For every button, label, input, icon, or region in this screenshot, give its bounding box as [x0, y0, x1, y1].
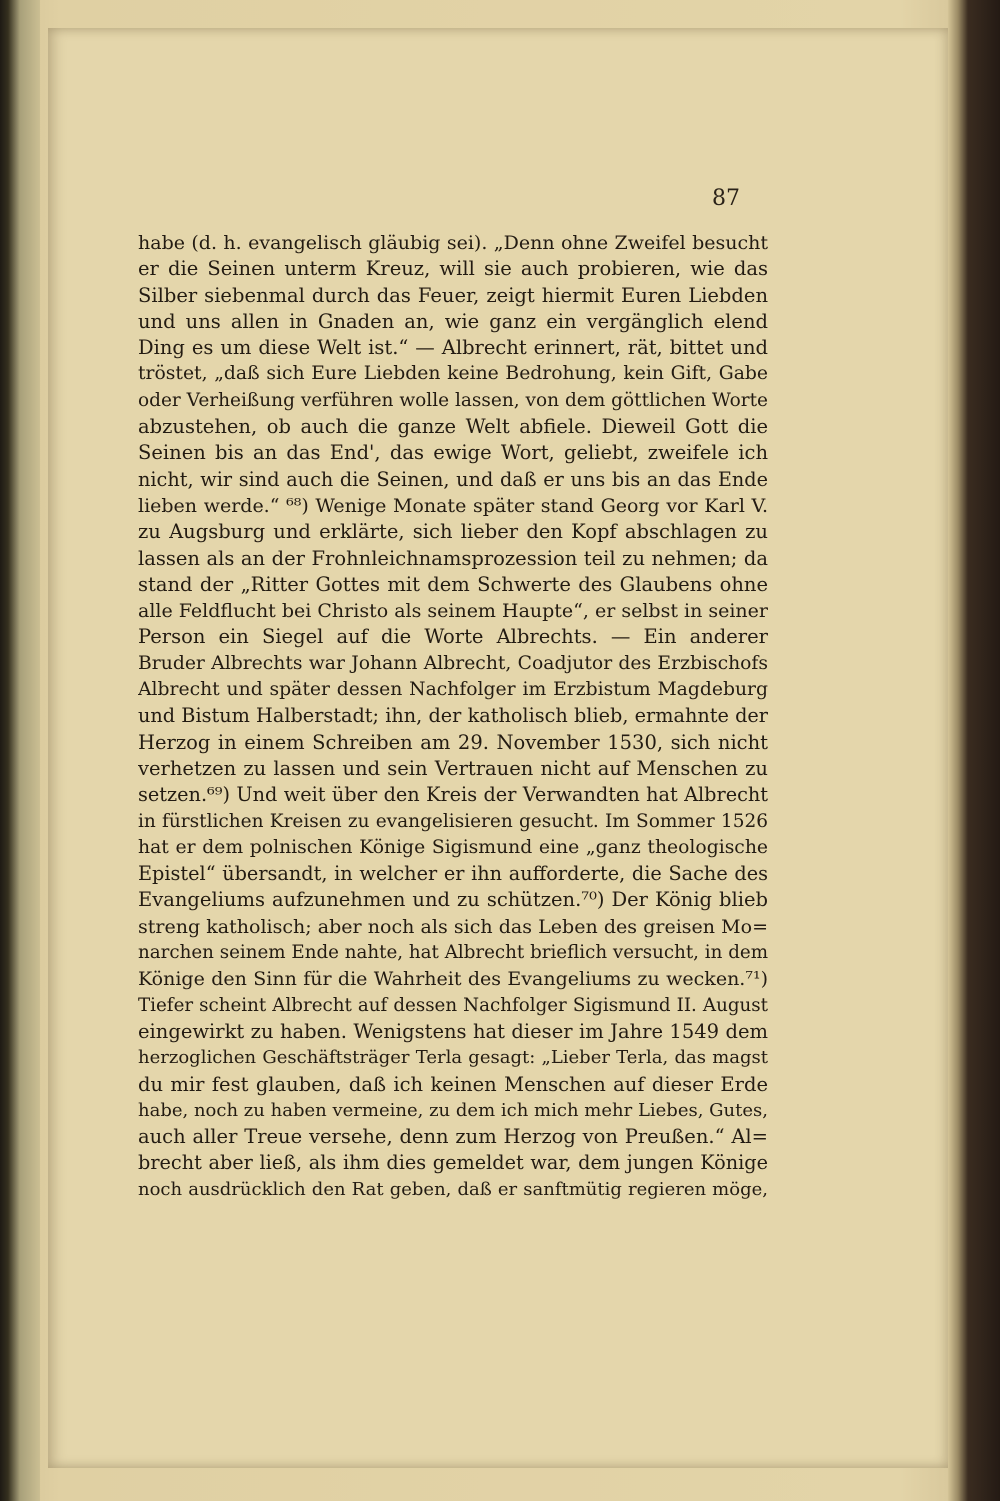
- text-line: setzen.⁶⁹) Und weit über den Kreis der Verwandten hat Albrecht: [138, 783, 768, 807]
- text-line: auch aller Treue versehe, denn zum Herzog von Preußen.“ Al=: [138, 1125, 768, 1149]
- text-line: lieben werde.“ ⁶⁸) Wenige Monate später stand Georg vor Karl V.: [138, 494, 768, 517]
- text-line: habe (d. h. evangelisch gläubig sei). „Denn ohne Zweifel besucht: [138, 232, 768, 254]
- text-line: er die Seinen unterm Kreuz, will sie auch probieren, wie das: [138, 257, 768, 281]
- text-line: brecht aber ließ, als ihm dies gemeldet war, dem jungen Könige: [138, 1151, 768, 1175]
- text-line: narchen seinem Ende nahte, hat Albrecht brieflich versucht, in dem: [138, 942, 768, 964]
- text-line: Epistel“ übersandt, in welcher er ihn aufforderte, die Sache des: [138, 862, 768, 886]
- text-line: nicht, wir sind auch die Seinen, und daß er uns bis an das Ende: [138, 467, 768, 491]
- text-line: Ding es um diese Welt ist.“ — Albrecht erinnert, rät, bittet und: [138, 336, 768, 360]
- text-line: Bruder Albrechts war Johann Albrecht, Coadjutor des Erzbischofs: [138, 652, 768, 674]
- text-line: Könige den Sinn für die Wahrheit des Evangeliums zu wecken.⁷¹): [138, 968, 768, 991]
- text-line: Person ein Siegel auf die Worte Albrechts. — Ein anderer: [138, 625, 768, 649]
- book-spine-edge: [0, 0, 40, 1501]
- text-line: alle Feldflucht bei Christo als seinem Haupte“, er selbst in seiner: [138, 600, 768, 623]
- text-line: Evangeliums aufzunehmen und zu schützen.⁷⁰) Der König blieb: [138, 888, 768, 912]
- body-text: [138, 230, 768, 1203]
- text-line: und Bistum Halberstadt; ihn, der katholisch blieb, ermahnte der: [138, 704, 768, 728]
- text-line: herzoglichen Geschäftsträger Terla gesagt: „Lieber Terla, das magst: [138, 1047, 768, 1069]
- book-cover-edge: [948, 0, 1000, 1501]
- text-line: Silber siebenmal durch das Feuer, zeigt hiermit Euren Liebden: [138, 283, 768, 307]
- text-line: Seinen bis an das End', das ewige Wort, geliebt, zweifele ich: [138, 441, 768, 465]
- text-line: habe, noch zu haben vermeine, zu dem ich mich mehr Liebes, Gutes,: [138, 1099, 768, 1121]
- text-line: hat er dem polnischen Könige Sigismund eine „ganz theologische: [138, 836, 768, 858]
- text-line: zu Augsburg und erklärte, sich lieber den Kopf abschlagen zu: [138, 520, 768, 544]
- text-line: Herzog in einem Schreiben am 29. November 1530, sich nicht: [138, 730, 768, 754]
- text-line: eingewirkt zu haben. Wenigstens hat dieser im Jahre 1549 dem: [138, 1019, 768, 1043]
- text-line: streng katholisch; aber noch als sich das Leben des greisen Mo=: [138, 915, 768, 938]
- text-line: Albrecht und später dessen Nachfolger im Erzbistum Magdeburg: [138, 679, 768, 701]
- text-line: in fürstlichen Kreisen zu evangelisieren gesucht. Im Sommer 1526: [138, 810, 768, 832]
- text-line: und uns allen in Gnaden an, wie ganz ein vergänglich elend: [138, 309, 768, 333]
- text-line: verhetzen zu lassen und sein Vertrauen nicht auf Menschen zu: [138, 756, 768, 780]
- text-line: du mir fest glauben, daß ich keinen Menschen auf dieser Erde: [138, 1072, 768, 1096]
- text-line: Tiefer scheint Albrecht auf dessen Nachfolger Sigismund II. August: [138, 994, 768, 1016]
- text-line: tröstet, „daß sich Eure Liebden keine Bedrohung, kein Gift, Gabe: [138, 363, 768, 385]
- page-number: 87: [712, 186, 740, 211]
- text-line: noch ausdrücklich den Rat geben, daß er sanftmütig regieren möge,: [138, 1178, 768, 1200]
- text-line: lassen als an der Frohnleichnamsprozession teil zu nehmen; da: [138, 546, 768, 570]
- text-line: oder Verheißung verführen wolle lassen, von dem göttlichen Worte: [138, 389, 768, 411]
- text-line: abzustehen, ob auch die ganze Welt abfiele. Dieweil Gott die: [138, 415, 768, 439]
- text-line: stand der „Ritter Gottes mit dem Schwerte des Glaubens ohne: [138, 572, 768, 596]
